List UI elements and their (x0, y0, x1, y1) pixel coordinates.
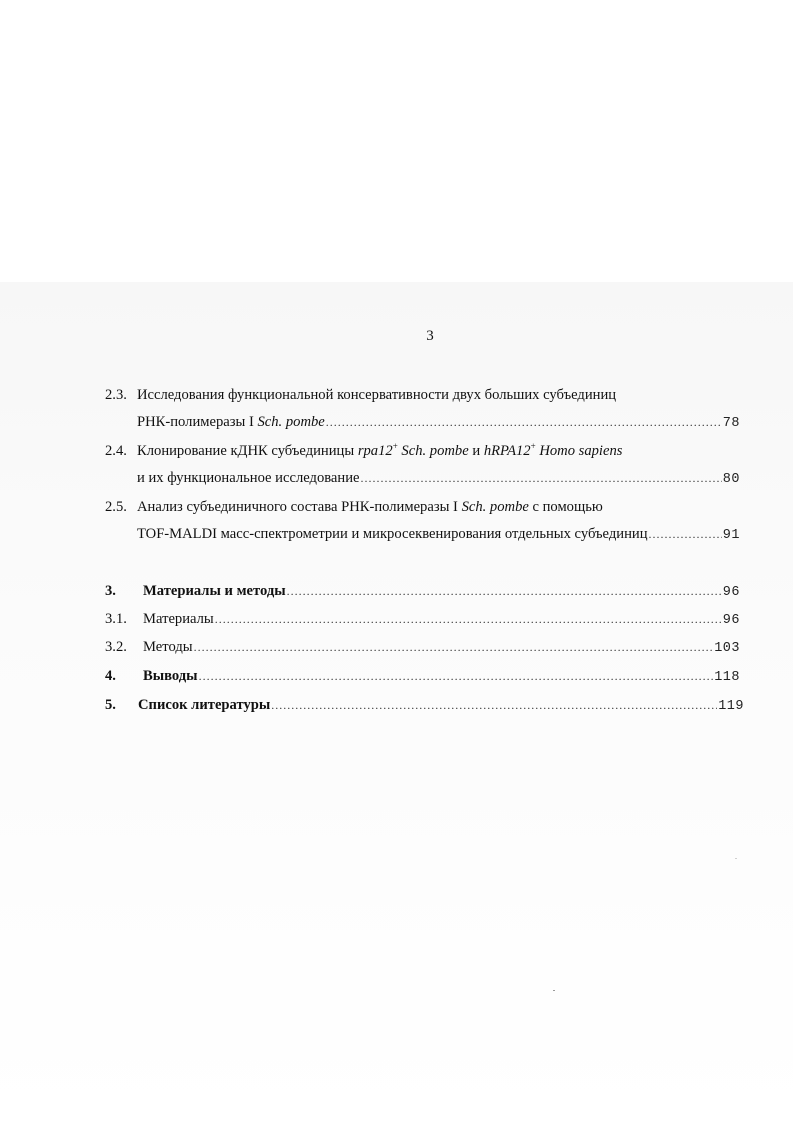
toc-entry-2-3-title-cont: РНК-полимеразы I (137, 414, 258, 430)
toc-entry-3-2-page: 103 (714, 641, 740, 656)
toc-entry-3-page: 96 (722, 585, 740, 600)
scan-speck (735, 858, 737, 859)
toc-entry-3-2[interactable] (143, 636, 740, 658)
toc-number-2-5: 2.5. (105, 499, 127, 515)
toc-entry-2-3-species: Sch. pombe (257, 414, 325, 430)
toc-entry-4[interactable] (143, 665, 740, 687)
toc-entry-2-4-species1: Sch. pombe (397, 443, 469, 459)
dot-leader (287, 580, 722, 602)
toc-entry-2-4-line1 (137, 440, 622, 462)
dot-leader (271, 694, 717, 716)
toc-entry-2-5-title-tail: с помощью (528, 499, 603, 515)
toc-entry-2-4-conj: и (468, 443, 484, 459)
toc-entry-2-4-line2[interactable] (137, 467, 740, 489)
dot-leader (199, 665, 714, 687)
toc-entry-3-1-title: Материалы (143, 611, 214, 627)
toc-entry-2-3-line1 (137, 384, 616, 406)
toc-entry-2-5-line1 (137, 496, 603, 518)
dot-leader (326, 411, 722, 433)
toc-number-2-3: 2.3. (105, 387, 127, 403)
toc-entry-2-5-page: 91 (722, 528, 740, 543)
toc-entry-2-3-page: 78 (722, 416, 740, 431)
toc-entry-2-4-page: 80 (722, 472, 740, 487)
toc-entry-2-4-species2: Homo sapiens (535, 443, 623, 459)
toc-entry-2-4-gene1: rpa12 (357, 443, 393, 459)
dot-leader (215, 608, 722, 630)
toc-number-2-4: 2.4. (105, 443, 127, 459)
toc-entry-2-5-line2[interactable] (137, 523, 740, 545)
toc-entry-2-5-species: Sch. pombe (461, 499, 529, 515)
toc-entry-3[interactable] (143, 580, 740, 602)
toc-entry-5[interactable] (138, 694, 744, 716)
toc-entry-2-3-title: Исследования функциональной консервативности двух больших субъединиц (137, 387, 617, 403)
scan-speck (553, 990, 555, 991)
toc-entry-3-title: Материалы и методы (143, 583, 286, 599)
toc-entry-2-4-title-cont: и их функциональное исследование (137, 470, 360, 486)
toc-number-3: 3. (105, 583, 116, 599)
page-number: 3 (426, 328, 434, 344)
toc-entry-3-1[interactable] (143, 608, 740, 630)
dot-leader (361, 467, 722, 489)
toc-entry-5-page: 119 (718, 699, 744, 714)
toc-number-3-2: 3.2. (105, 639, 127, 655)
toc-entry-2-5-title: Анализ субъединичного состава РНК-полимеразы I (137, 499, 462, 515)
toc-entry-2-4-title: Клонирование кДНК субъединицы (137, 443, 358, 459)
toc-entry-2-4-gene2: hRPA12 (483, 443, 531, 459)
toc-entry-3-2-title: Методы (143, 639, 193, 655)
toc-number-4: 4. (105, 668, 116, 684)
dot-leader (649, 523, 722, 545)
toc-number-5: 5. (105, 697, 116, 713)
dot-leader (194, 636, 714, 658)
toc-entry-2-4-sup1: + (392, 441, 398, 452)
toc-entry-4-title: Выводы (143, 668, 198, 684)
toc-entry-2-4-sup2: + (530, 441, 536, 452)
toc-entry-2-5-title-cont: TOF-MALDI масс-спектрометрии и микросеквенирования отдельных субъединиц (137, 526, 648, 542)
toc-entry-3-1-page: 96 (722, 613, 740, 628)
toc-entry-5-title: Список литературы (138, 697, 271, 713)
toc-entry-2-3-line2[interactable] (137, 411, 740, 433)
toc-number-3-1: 3.1. (105, 611, 127, 627)
toc-entry-4-page: 118 (714, 670, 740, 685)
